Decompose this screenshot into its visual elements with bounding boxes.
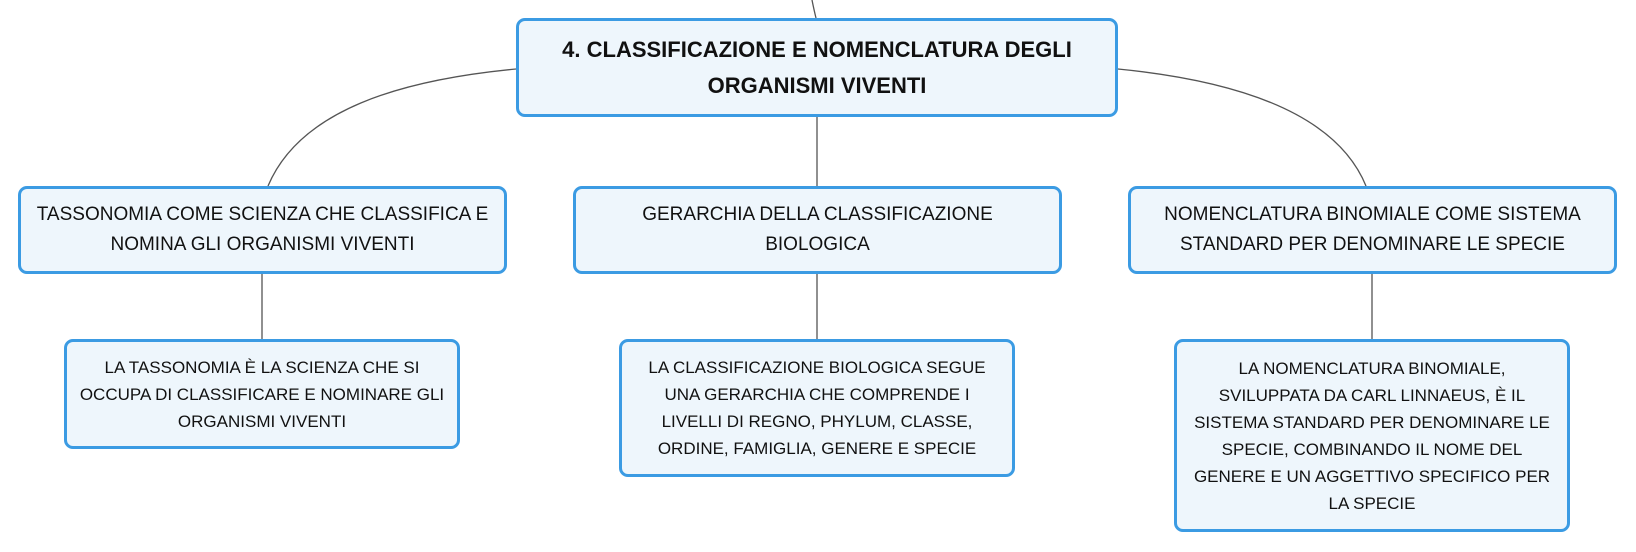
- connector-parent-to-root: [812, 0, 816, 18]
- topic-node-binomial-nomenclature[interactable]: [1128, 186, 1617, 274]
- detail-node-binomial-nomenclature[interactable]: [1174, 339, 1570, 532]
- topic-label-hierarchy: GERARCHIA DELLA CLASSIFICAZIONE BIOLOGICA: [642, 204, 993, 255]
- connector-root-to-taxonomy: [268, 69, 516, 186]
- topic-node-hierarchy[interactable]: [573, 186, 1062, 274]
- root-topic-title: 4. CLASSIFICAZIONE E NOMENCLATURA DEGLI ORGANISMI VIVENTI: [562, 36, 1072, 98]
- topic-label-binomial-nomenclature: NOMENCLATURA BINOMIALE COME SISTEMA STANDARD PER DENOMINARE LE SPECIE: [1164, 204, 1581, 255]
- detail-text-hierarchy: LA CLASSIFICAZIONE BIOLOGICA SEGUE UNA GERARCHIA CHE COMPRENDE I LIVELLI DI REGNO, PHYLUM, CLASSE, ORDINE, FAMIGLIA, GENERE E SPECIE: [648, 358, 986, 458]
- topic-label-taxonomy: TASSONOMIA COME SCIENZA CHE CLASSIFICA E NOMINA GLI ORGANISMI VIVENTI: [36, 204, 489, 255]
- connector-root-to-nomenclature: [1118, 69, 1366, 186]
- detail-text-binomial-nomenclature: LA NOMENCLATURA BINOMIALE, SVILUPPATA DA CARL LINNAEUS, È IL SISTEMA STANDARD PER DENOMINARE LE SPECIE, COMBINANDO IL NOME DEL GENERE E UN AGGETTIVO SPECIFICO PER LA SPECIE: [1193, 358, 1551, 513]
- topic-node-taxonomy[interactable]: [18, 186, 507, 274]
- detail-text-taxonomy: LA TASSONOMIA È LA SCIENZA CHE SI OCCUPA DI CLASSIFICARE E NOMINARE GLI ORGANISMI VIVENTI: [79, 357, 445, 431]
- detail-node-taxonomy[interactable]: [64, 339, 460, 449]
- root-topic-node[interactable]: [516, 18, 1118, 117]
- detail-node-hierarchy[interactable]: [619, 339, 1015, 477]
